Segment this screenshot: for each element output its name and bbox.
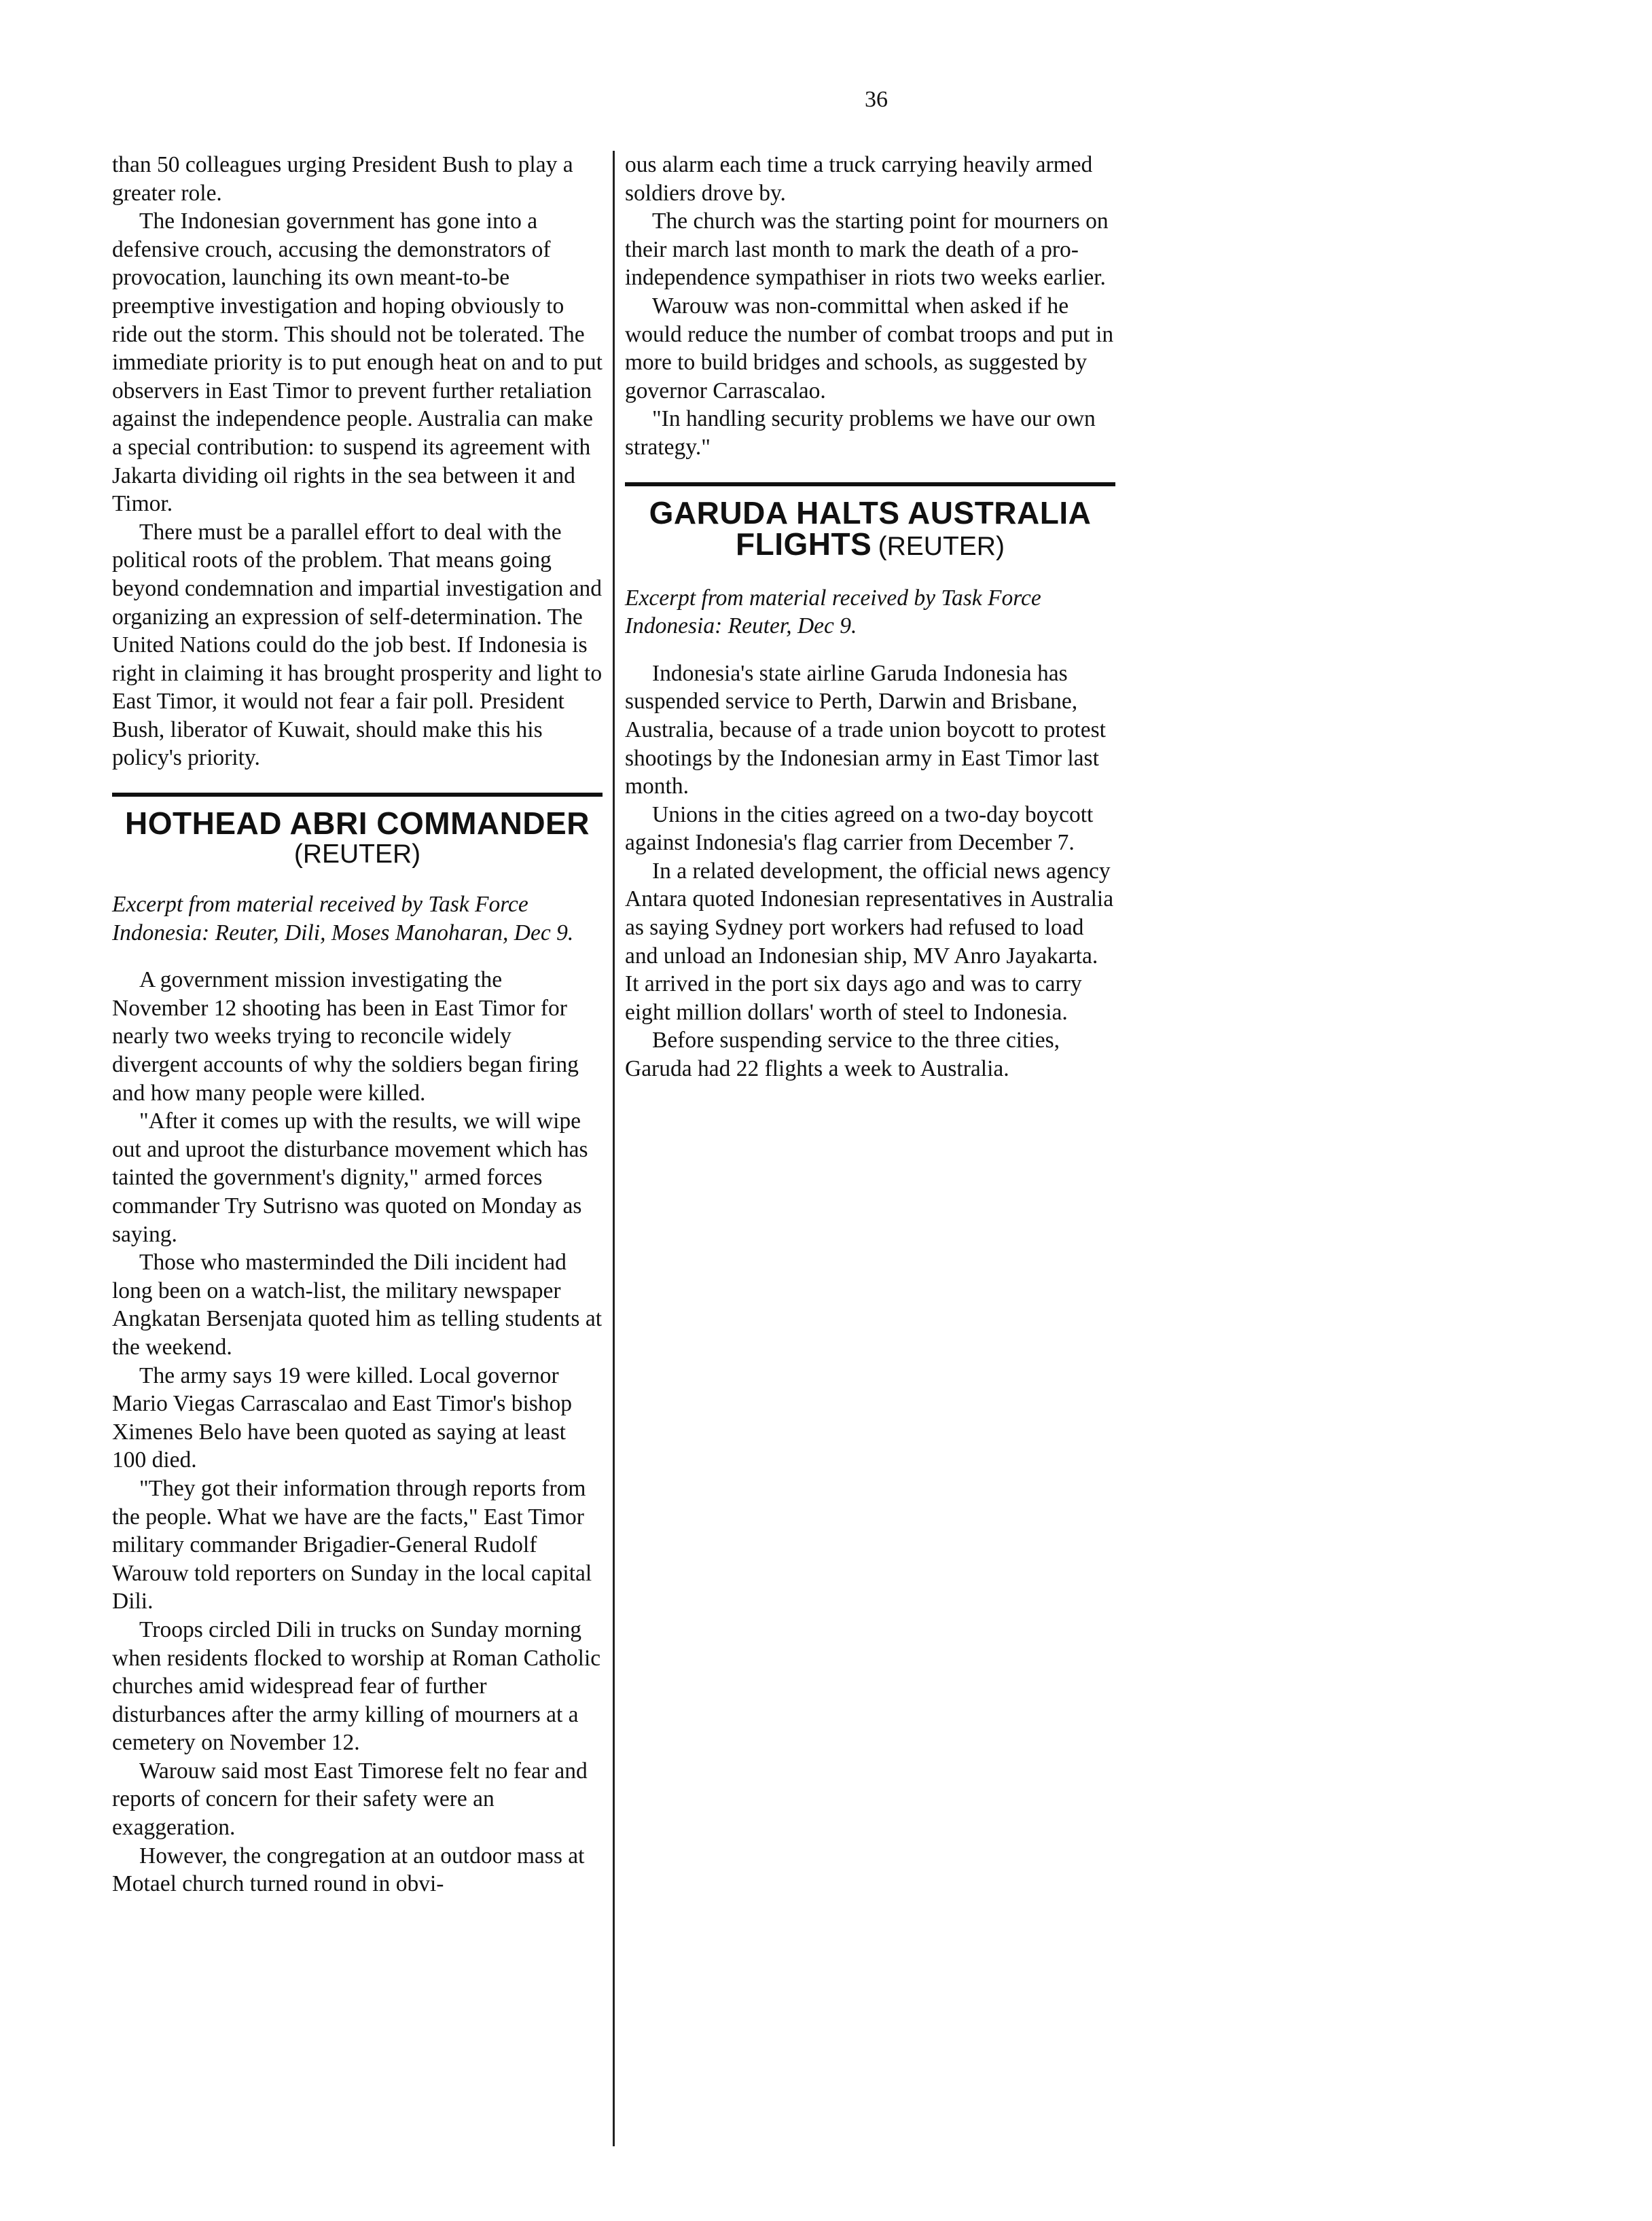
- paragraph: Warouw said most East Timorese felt no fear and reports of concern for their safety were an exaggeration.: [112, 1758, 588, 1841]
- right-column: [625, 151, 1115, 1083]
- section-divider: [112, 793, 603, 797]
- paragraph: Those who masterminded the Dili incident had long been on a watch-list, the military newspaper Angkatan Bersenjata quoted him as telling students at the weekend.: [112, 1250, 603, 1360]
- paragraph: "They got their information through reports from the people. What we have are the facts," East Timor military commander Brigadier-General Rudolf Warouw told reporters on Sunday in the local capital Dili.: [112, 1475, 592, 1614]
- article-byline: Excerpt from material received by Task Force Indonesia: Reuter, Dili, Moses Manoharan, Dec 9.: [112, 892, 574, 945]
- left-column: [112, 151, 603, 1898]
- paragraph: In a related development, the official news agency Antara quoted Indonesian representatives in Australia as saying Sydney port workers had refused to load and unload an Indonesian ship, MV Anro Jayakarta. It arrived in the port six days ago and was to carry eight million dollars' worth of steel to Indonesia.: [625, 858, 1114, 1025]
- paragraph: The church was the starting point for mourners on their march last month to mark the death of a pro-independence sympathiser in riots two weeks earlier.: [625, 209, 1109, 291]
- paragraph: "In handling security problems we have our own strategy.": [625, 406, 1096, 460]
- headline-text: GARUDA HALTS AUSTRALIA: [649, 494, 1092, 530]
- section-divider: [625, 482, 1115, 486]
- continued-paragraph: ous alarm each time a truck carrying heavily armed soldiers drove by.: [625, 152, 1093, 206]
- paragraph: "After it comes up with the results, we will wipe out and uproot the disturbance movement which has tainted the government's dignity," armed forces commander Try Sutrisno was quoted on Monday as saying.: [112, 1108, 588, 1247]
- headline-source: (REUTER): [878, 531, 1005, 561]
- headline-text-line2: FLIGHTS: [736, 526, 872, 562]
- paragraph: Before suspending service to the three cities, Garuda had 22 flights a week to Australia.: [625, 1028, 1060, 1082]
- paragraph: The Indonesian government has gone into a defensive crouch, accusing the demonstrators of provocation, launching its own meant-to-be preemptive investigation and hoping obviously to ride out the storm. This should not be tolerated. The immediate priority is to put enough heat on and to put observers in East Timor to prevent further retaliation against the independence people. Australia can make a special contribution: to suspend its agreement with Jakarta dividing oil rights in the sea between it and Timor.: [112, 209, 603, 517]
- paragraph: Indonesia's state airline Garuda Indonesia has suspended service to Perth, Darwin and Brisbane, Australia, because of a trade union boycott to protest shootings by the Indonesian army in East Timor last month.: [625, 660, 1106, 799]
- paragraph: Warouw was non-committal when asked if he would reduce the number of combat troops and put in more to build bridges and schools, as suggested by governor Carrascalao.: [625, 293, 1114, 403]
- continued-paragraph: than 50 colleagues urging President Bush to play a greater role.: [112, 152, 573, 206]
- column-divider: [613, 151, 615, 2146]
- article-headline: [625, 494, 1115, 564]
- article-headline: [112, 808, 603, 870]
- page-number: 36: [865, 87, 888, 112]
- paragraph: A government mission investigating the November 12 shooting has been in East Timor for nearly two weeks trying to reconcile widely divergent accounts of why the soldiers began firing and how many people were killed.: [112, 967, 579, 1106]
- paragraph: Unions in the cities agreed on a two-day boycott against Indonesia's flag carrier from December 7.: [625, 801, 1094, 856]
- paragraph: There must be a parallel effort to deal with the political roots of the problem. That means going beyond condemnation and impartial investigation and organizing an expression of self-determination. The United Nations could do the job best. If Indonesia is right in claiming it has brought prosperity and light to East Timor, it would not fear a fair poll. President Bush, liberator of Kuwait, should make this his policy's priority.: [112, 519, 603, 771]
- paragraph: However, the congregation at an outdoor mass at Motael church turned round in obvi-: [112, 1843, 585, 1897]
- headline-source: (REUTER): [293, 839, 421, 869]
- paragraph: Troops circled Dili in trucks on Sunday morning when residents flocked to worship at Roman Catholic churches amid widespread fear of further disturbances after the army killing of mourners at a cemetery on November 12.: [112, 1617, 601, 1756]
- headline-text: HOTHEAD ABRI COMMANDER: [125, 806, 590, 842]
- paragraph: The army says 19 were killed. Local governor Mario Viegas Carrascalao and East Timor's bishop Ximenes Belo have been quoted as saying at least 100 died.: [112, 1362, 573, 1473]
- article-byline: Excerpt from material received by Task Force Indonesia: Reuter, Dec 9.: [625, 585, 1041, 639]
